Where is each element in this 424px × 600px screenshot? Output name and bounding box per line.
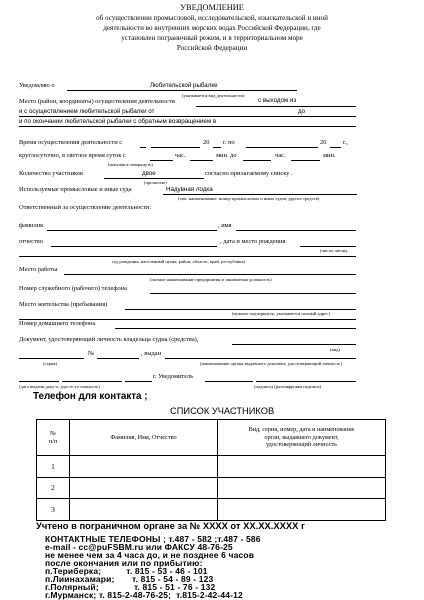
issued-label: , выдан <box>141 350 162 357</box>
title-line-3: установлен пограничный режим, и в территориальном море <box>121 34 303 42</box>
doc-no-label: № <box>88 350 95 357</box>
time-line2-label: круглосуточно, в светлое время суток с <box>19 152 126 159</box>
registered-note: Учтено в пограничном органе за № XXXX от XX.XX.XXXX г <box>36 520 305 531</box>
title-line-2: деятельности во внутренних морских водах Российской Федерации, где <box>103 24 321 32</box>
doc-hint: (вид) <box>330 347 341 352</box>
work-phone-label: Номер служебного (рабочего) телефона <box>19 285 127 292</box>
row-document-cell[interactable] <box>218 499 386 521</box>
participants-table <box>36 419 386 521</box>
table-row <box>37 456 386 478</box>
title-line-4: Российской Федерации <box>176 44 248 52</box>
time-year1-line <box>213 147 221 148</box>
vessels-line <box>163 194 357 195</box>
surname-label: фамилия <box>19 222 43 229</box>
time-m2-line <box>291 160 320 161</box>
doc-label: Документ, удостоверяющий личность владельца судна (средства), <box>19 336 199 343</box>
time-label: Время осуществления деятельности с <box>19 139 123 146</box>
issued-hint: (наименование органа,выдавшего документ, удостоверяющий личность) <box>200 361 342 366</box>
participants-hint: (прописью) <box>144 180 167 185</box>
col-document: Вид, серия, номер, дата и наименование орган, выдавшего документ, удостоверяющий личность <box>218 420 386 456</box>
time-year-suffix: г., <box>343 139 349 146</box>
participants-value[interactable]: двое <box>142 170 156 177</box>
contacts-line-4: после окончания или по прибытию: <box>45 558 203 568</box>
table-header-row <box>37 420 386 456</box>
place-line-3 <box>19 126 356 127</box>
doc-no-field[interactable] <box>97 358 139 359</box>
place-value-1[interactable]: с выходом из <box>258 97 297 104</box>
time-year1: 20 <box>203 139 210 146</box>
contacts-line-1: КОНТАКТНЫЕ ТЕЛЕФОНЫ ; т.487 - 582 ;т.487 - 586 <box>45 534 261 544</box>
patronymic-label: отчество <box>19 238 43 245</box>
time-year2: 20 <box>320 139 327 146</box>
time-to-line <box>246 147 318 148</box>
name-field[interactable] <box>236 230 356 231</box>
name-label: , имя <box>218 222 232 229</box>
participants-label: Количество участников <box>19 170 83 177</box>
home-phone-field[interactable] <box>115 328 356 329</box>
place-value-3[interactable]: и по окончании любительской рыбалки с обратным возвращением в <box>19 118 217 125</box>
birth-field[interactable] <box>300 246 356 247</box>
time-hour2: час. <box>275 152 286 159</box>
birth-label: , дата и место рождения <box>220 238 286 245</box>
contacts-line-6: п.Лиинахамари; т. 815 - 54 - 89 - 123 <box>45 574 214 584</box>
contacts-line-5: п.Териберка; т. 815 - 53 - 46 - 101 <box>45 566 208 576</box>
contacts-line-8: г.Мурманск; т. 815-2-48-76-25; т.815-2-42-44-12 <box>45 590 243 600</box>
work-phone-field[interactable] <box>150 293 356 294</box>
col-name: Фамилия, Имя, Отчество <box>70 420 218 456</box>
issue-day-field[interactable] <box>19 381 59 382</box>
list-title: СПИСОК УЧАСТНИКОВ <box>170 406 275 416</box>
time-month1-line <box>151 147 200 148</box>
row-document-cell[interactable] <box>218 456 386 478</box>
time-hint: (ненужное зачеркнуть) <box>108 162 153 167</box>
work-hint: (полное наименование предприятия и занимаемая должность) <box>150 277 272 282</box>
notify-hint: (указывается вид деятельности) <box>182 93 245 98</box>
row-document-cell[interactable] <box>218 477 386 499</box>
time-day1-line <box>140 147 146 148</box>
time-min-to: мин. до <box>216 152 237 159</box>
row-name-cell[interactable] <box>70 499 218 521</box>
document-title <box>60 3 364 53</box>
residence-hint: (нужное подчеркнуть, указывается полный адрес) <box>232 311 330 316</box>
contacts-line-7: г.Полярный; т. 815 - 51 - 76 - 132 <box>45 582 216 592</box>
time-min2: мин. <box>323 152 336 159</box>
time-m1-line <box>190 160 213 161</box>
contacts-line-3: не менее чем за 4 часа до, и не позднее 6 часов <box>45 550 255 560</box>
vessels-value[interactable]: Надувная лодка <box>166 186 213 193</box>
place-line-2 <box>19 116 356 117</box>
table-row <box>37 499 386 521</box>
contacts-line-2: e-mail - cc@puFSBM.ru или ФАКСУ 48-76-25 <box>45 542 233 552</box>
vessels-hint: (тип, наименование, номер промысловых и иных судов, других средств) <box>178 196 320 201</box>
place-label: Место (район, координаты) осуществления деятельности <box>19 98 175 105</box>
date-hint: (дата выдачи доку-а, удосто-го личность) <box>19 384 100 389</box>
doc-field[interactable] <box>232 344 356 345</box>
issue-year-field[interactable] <box>125 381 152 382</box>
residence-label: Место жительства (пребывания) <box>19 301 108 308</box>
notify-line <box>67 90 297 91</box>
sign-hint: (подпись) (расшифровка подписи) <box>254 384 322 389</box>
patronymic-field[interactable] <box>51 246 217 247</box>
issue-month-field[interactable] <box>62 381 122 382</box>
participants-line <box>104 178 204 179</box>
row-number: 2 <box>37 477 70 499</box>
title-heading: УВЕДОМЛЕНИЕ <box>180 3 244 12</box>
time-by: г. по <box>223 139 235 146</box>
contact-phone-label: Телефон для контакта ; <box>33 391 148 402</box>
time-year2-line <box>330 147 341 148</box>
notify-prefix: Уведомляю о <box>19 82 55 89</box>
signature-decode-field[interactable] <box>256 381 356 382</box>
series-field[interactable] <box>19 358 84 359</box>
notifier-label: г. Уведомитель <box>153 373 194 380</box>
title-line-1: об осуществлении промысловой, исследовательской, изыскательской и иной <box>96 14 328 22</box>
signature-field[interactable] <box>205 381 253 382</box>
issued-field[interactable] <box>165 358 356 359</box>
residence-field[interactable] <box>125 309 356 310</box>
table-row <box>37 477 386 499</box>
responsible-label: Ответственный за осуществление деятельности: <box>19 204 152 211</box>
place-value-2b[interactable]: до <box>298 108 306 115</box>
time-h1-line <box>150 160 173 161</box>
place-line-1 <box>196 106 356 107</box>
time-h2-line <box>243 160 271 161</box>
time-hour1: час. <box>175 152 186 159</box>
work-field[interactable] <box>64 274 356 275</box>
home-phone-label: Номер домашнего телефона <box>19 320 96 327</box>
birth-field-2[interactable] <box>19 256 356 257</box>
birth-hint: (число, месяц, <box>320 248 349 253</box>
series-hint: (серия) <box>43 361 58 366</box>
notify-value[interactable]: Любительской рыбалке <box>150 82 218 89</box>
row-name-cell[interactable] <box>70 477 218 499</box>
row-number: 1 <box>37 456 70 478</box>
row-number: 3 <box>37 499 70 521</box>
participants-suffix: согласно прилагаемому списку . <box>205 170 293 177</box>
surname-field[interactable] <box>47 230 217 231</box>
place-value-2[interactable]: и с осуществлением любительской рыбалки от <box>19 108 155 115</box>
vessels-label: Используемые промысловые и иные суда <box>19 186 132 193</box>
work-label: Место работы <box>19 266 58 273</box>
row-name-cell[interactable] <box>70 456 218 478</box>
birth-hint-2: год рождения, населенный пункт, район, область, край, республика) <box>112 259 246 264</box>
col-number: № п/п <box>37 420 70 456</box>
